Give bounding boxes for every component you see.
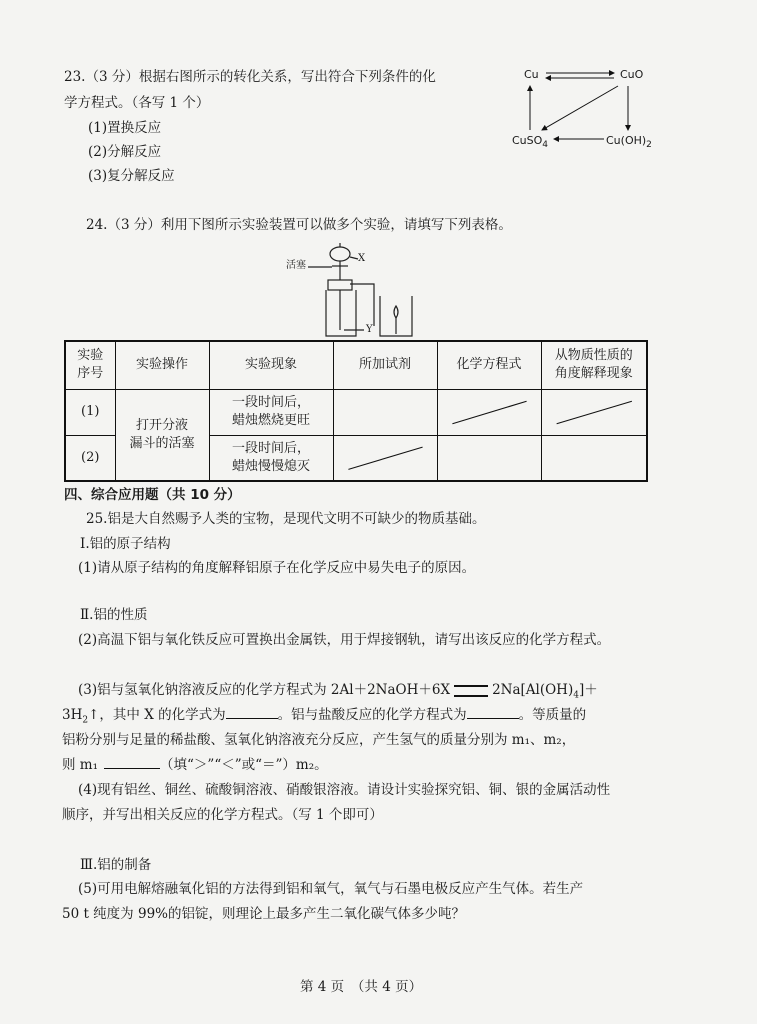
q25-part5-line1: (5)可用电解熔融氧化铝的方法得到铝和氧气，氧气与石墨电极反应产生气体。若生产	[78, 881, 584, 897]
q25-part1: (1)请从原子结构的角度解释铝原子在化学反应中易失电子的原因。	[78, 560, 476, 576]
row1-phenomenon: 一段时间后， 蜡烛燃烧更旺	[209, 389, 333, 435]
page-footer: 第 4 页 （共 4 页）	[300, 979, 423, 995]
row2-explanation-blank[interactable]	[541, 435, 647, 481]
q25-subsection-1: Ⅰ.铝的原子结构	[80, 536, 171, 552]
row2-equation-blank[interactable]	[437, 435, 541, 481]
header-phenomenon: 实验现象	[209, 341, 333, 389]
q23-stem-line2: 学方程式。（各写 1 个）	[64, 95, 210, 111]
conversion-diagram	[508, 60, 668, 152]
conversion-arrows	[508, 60, 668, 152]
row2-reagent-crossed	[333, 435, 437, 481]
q23-stem-line1: 23.（3 分）根据右图所示的转化关系，写出符合下列条件的化	[64, 69, 436, 85]
q25-part3-line3: 铝粉分别与足量的稀盐酸、氢氧化钠溶液充分反应，产生氢气的质量分别为 m₁、m₂，	[62, 732, 576, 748]
cuo-label: CuO	[620, 68, 644, 81]
apparatus-drawing	[280, 240, 430, 340]
q25-stem: 25.铝是大自然赐予人类的宝物，是现代文明不可缺少的物质基础。	[86, 511, 486, 527]
operation-cell: 打开分液 漏斗的活塞	[115, 389, 209, 481]
row2-no: (2)	[65, 435, 115, 481]
q23-item-1: (1)置换反应	[88, 120, 162, 136]
equals-sign	[454, 685, 488, 697]
header-reagent: 所加试剂	[333, 341, 437, 389]
apparatus-diagram	[280, 240, 430, 340]
stopcock-label: 活塞	[286, 260, 306, 271]
cuoh2-label: $Cu(OH)_2$	[606, 134, 652, 151]
experiment-table	[64, 340, 648, 482]
row1-reagent-blank[interactable]	[333, 389, 437, 435]
q25-subsection-2: Ⅱ.铝的性质	[80, 607, 148, 623]
row1-equation-crossed	[437, 389, 541, 435]
header-explanation: 从物质性质的 角度解释现象	[541, 341, 647, 389]
row2-phenomenon: 一段时间后， 蜡烛慢慢熄灭	[209, 435, 333, 481]
row1-explanation-crossed	[541, 389, 647, 435]
x-label: X	[358, 253, 366, 264]
row1-no: (1)	[65, 389, 115, 435]
q23-item-3: (3)复分解反应	[88, 168, 175, 184]
q23-item-2: (2)分解反应	[88, 144, 162, 160]
hcl-equation-blank[interactable]	[467, 718, 519, 719]
cuso4-label: CuSO$_4$	[512, 134, 549, 151]
section4-title: 四、综合应用题（共 10 分）	[64, 487, 241, 503]
compare-blank[interactable]	[104, 768, 160, 769]
q25-part4-line1: (4)现有铝丝、铜丝、硫酸铜溶液、硝酸银溶液。请设计实验探究铝、铜、银的金属活动性	[78, 782, 611, 798]
q24-stem: 24.（3 分）利用下图所示实验装置可以做多个实验，请填写下列表格。	[86, 217, 512, 233]
q25-part3-line1: (3)铝与氢氧化钠溶液反应的化学方程式为 2Al＋2NaOH＋6X $2Na[Al(OH)_4]+$	[78, 682, 598, 701]
q25-part5-line2: 50 t 纯度为 99%的铝锭，则理论上最多产生二氧化碳气体多少吨？	[62, 906, 465, 922]
q25-part4-line2: 顺序，并写出相关反应的化学方程式。（写 1 个即可）	[62, 807, 383, 823]
header-equation: 化学方程式	[437, 341, 541, 389]
y-label: Y	[366, 324, 373, 335]
header-no: 实验 序号	[65, 341, 115, 389]
q25-part3-line2: $3H_2↑$，其中 X 的化学式为 。铝与盐酸反应的化学方程式为 。等质量的	[62, 707, 587, 726]
cu-label: Cu	[524, 68, 539, 81]
q25-part3-line4: 则 m₁ （填“＞”“＜”或“＝”）m₂。	[62, 757, 328, 773]
q25-part2: (2)高温下铝与氧化铁反应可置换出金属铁，用于焊接钢轨，请写出该反应的化学方程式。	[78, 632, 611, 648]
header-operation: 实验操作	[115, 341, 209, 389]
q25-subsection-3: Ⅲ.铝的制备	[80, 857, 152, 873]
x-formula-blank[interactable]	[226, 718, 278, 719]
